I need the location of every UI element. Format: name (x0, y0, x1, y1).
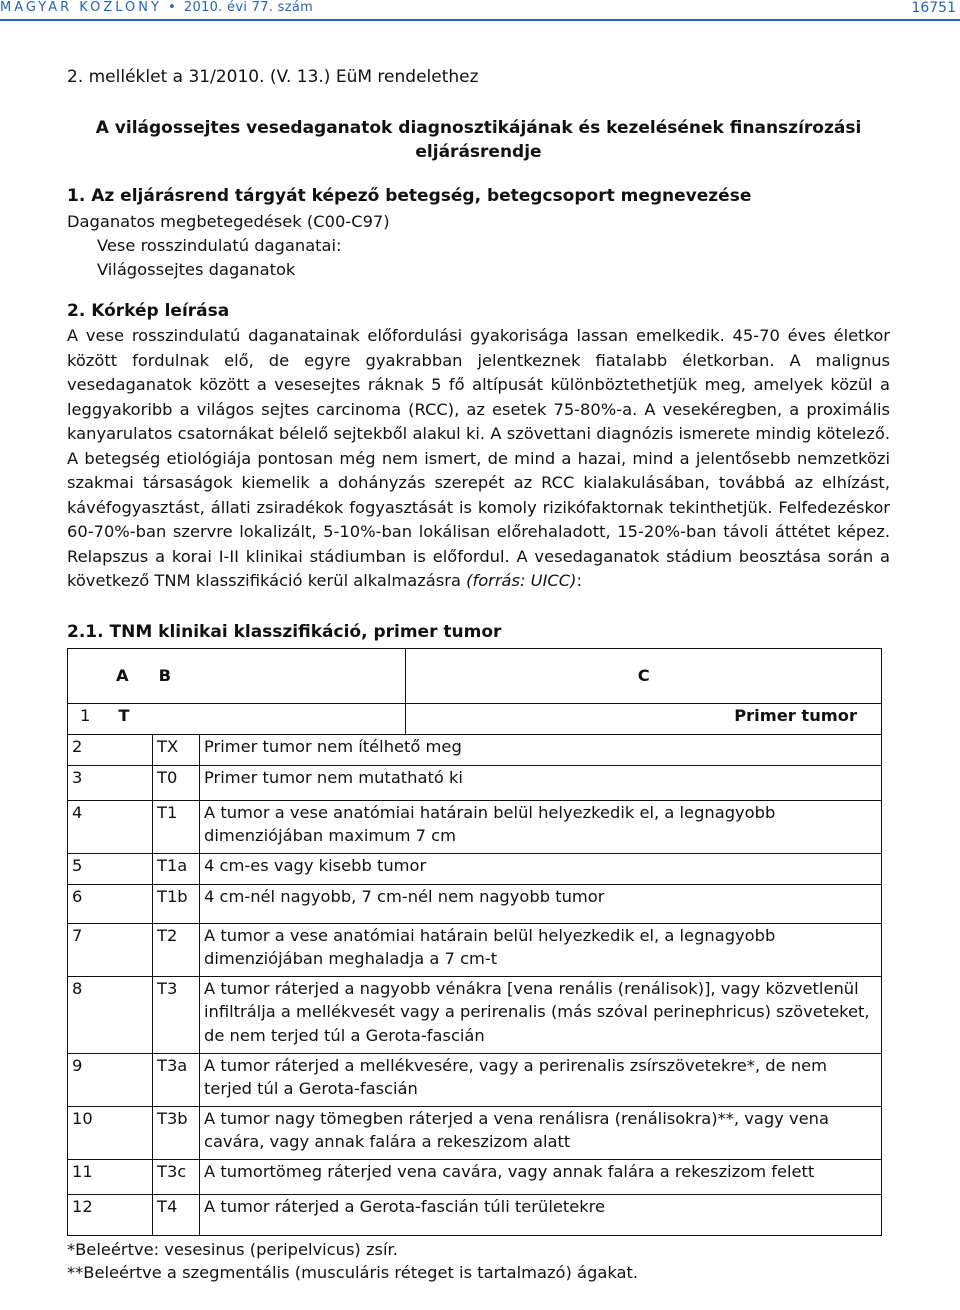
row-description: Primer tumor nem mutatható ki (200, 765, 882, 800)
row-number: 6 (68, 884, 153, 923)
table-row (68, 1106, 882, 1159)
section-2-heading: 2. Kórkép leírása (67, 300, 230, 321)
row-code: T3c (153, 1159, 200, 1194)
group-row (68, 703, 882, 734)
row-code: T4 (153, 1194, 200, 1235)
row-number: 9 (68, 1053, 153, 1106)
table-row (68, 884, 882, 923)
row-code: T1b (153, 884, 200, 923)
row-description: A tumor nagy tömegben ráterjed a vena renálisra (renálisokra)**, vagy vena cavára, vagy annak falára a rekeszizom alatt (200, 1106, 882, 1159)
row-description: A tumor a vese anatómiai határain belül helyezkedik el, a legnagyobb dimenziójában maximum 7 cm (200, 800, 882, 853)
group-title: Primer tumor (406, 703, 882, 734)
row-code: T1 (153, 800, 200, 853)
row-number: 2 (68, 734, 153, 765)
group-number: 1 (80, 705, 91, 725)
table-row (68, 734, 882, 765)
row-description: Primer tumor nem ítélhető meg (200, 734, 882, 765)
row-number: 12 (68, 1194, 153, 1235)
row-number: 3 (68, 765, 153, 800)
row-code: T1a (153, 853, 200, 884)
page-number: 16751 (911, 0, 956, 16)
group-code: T (118, 705, 130, 725)
row-number: 7 (68, 923, 153, 976)
row-code: T3b (153, 1106, 200, 1159)
table-row (68, 1194, 882, 1235)
disease-subgroup: Vese rosszindulatú daganatai: (97, 235, 342, 255)
paragraph-end: : (576, 571, 582, 591)
row-number: 4 (68, 800, 153, 853)
row-description: A tumortömeg ráterjed vena cavára, vagy annak falára a rekeszizom felett (200, 1159, 882, 1194)
document-body (67, 66, 890, 1285)
row-description: A tumor ráterjed a Gerota-fascián túli területekre (200, 1194, 882, 1235)
tnm-table (67, 648, 882, 735)
table-row (68, 800, 882, 853)
col-c-label: C (406, 648, 882, 703)
row-code: T2 (153, 923, 200, 976)
row-code: T0 (153, 765, 200, 800)
header-bullet: • (168, 0, 178, 15)
header-cell-ab (68, 648, 406, 703)
table-row (68, 1053, 882, 1106)
row-number: 8 (68, 976, 153, 1053)
disease-type: Világossejtes daganatok (97, 260, 296, 280)
table-row (68, 1159, 882, 1194)
section-2-text: A vese rosszindulatú daganatainak előfordulási gyakorisága lassan emelkedik. 45-70 éves életkor között fordulnak elő, de egyre gyakrabban jelentkeznek fiatalabb életkorban. A malignus vesedaganatok között a vesesejtes ráknak 5 fő altípusát különböztethetjük meg, amelyek közül a leggyakoribb a világos sejtes carcinoma (RCC), az esetek 75-80%-a. A vesekéregben, a proximális kanyarulatos csatornákat bélelő sejtekből alakul ki. A szövettani diagnózis ismerete mindig kötelező. A betegség etiológiája pontosan még nem ismert, de mind a hazai, mind a jelentősebb nemzetközi szakmai társaságok kiemelik a dohányzás szerepét az RCC kialakulásában, továbbá az elhízást, kávéfogyasztást, állati zsiradékok fogyasztását is komoly rizikófaktornak tekinthetjük. Felfedezéskor 60-70%-ban szervre lokalizált, 5-10%-ban lokálisan előrehaladott, 15-20%-ban távoli áttétet képez. Relapszus a korai I-II klinikai stádiumban is előfordul. A vesedaganatok stádium beosztása során a következő TNM klasszifikáció kerül alkalmazásra (67, 326, 890, 591)
annex-reference: 2. melléklet a 31/2010. (V. 13.) EüM rendelethez (67, 67, 479, 87)
table-row (68, 853, 882, 884)
table-row (68, 765, 882, 800)
row-description: A tumor ráterjed a mellékvesére, vagy a perirenalis zsírszövetekre*, de nem terjed túl a Gerota-fascián (200, 1053, 882, 1106)
issue-number: 2010. évi 77. szám (183, 0, 314, 15)
row-description: 4 cm-nél nagyobb, 7 cm-nél nem nagyobb tumor (200, 884, 882, 923)
publication-name: MAGYAR KÖZLÖNY (0, 0, 162, 15)
table-row (68, 923, 882, 976)
row-code: T3 (153, 976, 200, 1053)
row-code: TX (153, 734, 200, 765)
tnm-heading: 2.1. TNM klinikai klasszifikáció, primer tumor (67, 621, 502, 642)
document-title (67, 116, 890, 164)
section-1-heading: 1. Az eljárásrend tárgyát képező betegség, betegcsoport megnevezése (67, 186, 752, 207)
table-header-row (68, 648, 882, 703)
row-number: 5 (68, 853, 153, 884)
col-b-label: B (158, 666, 172, 686)
row-description: 4 cm-es vagy kisebb tumor (200, 853, 882, 884)
footnote-1: *Beleértve: vesesinus (peripelvicus) zsír. (67, 1239, 398, 1259)
disease-group: Daganatos megbetegedések (C00-C97) (67, 211, 390, 231)
row-description: A tumor a vese anatómiai határain belül helyezkedik el, a legnagyobb dimenziójában meghaladja a 7 cm-t (200, 923, 882, 976)
group-cell (68, 703, 406, 734)
tnm-table-body (67, 734, 882, 1236)
running-header (0, 0, 313, 15)
row-number: 10 (68, 1106, 153, 1159)
header-rule (0, 19, 960, 21)
source-note: (forrás: UICC) (466, 571, 577, 591)
title-line-2: eljárásrendje (415, 141, 542, 162)
table-row (68, 976, 882, 1053)
title-line-1: A világossejtes vesedaganatok diagnosztikájának és kezelésének finanszírozási (95, 117, 862, 138)
section-2-paragraph (67, 324, 890, 594)
col-a-label: A (116, 666, 129, 686)
row-number: 11 (68, 1159, 153, 1194)
row-description: A tumor ráterjed a nagyobb vénákra [vena renális (renálisok)], vagy közvetlenül infiltrálja a mellékvesét vagy a perirenalis (más szóval perinephricus) szöveteket, de nem terjed túl a Gerota-fascián (200, 976, 882, 1053)
row-code: T3a (153, 1053, 200, 1106)
footnote-2: **Beleértve a szegmentális (musculáris réteget is tartalmazó) ágakat. (67, 1263, 639, 1283)
